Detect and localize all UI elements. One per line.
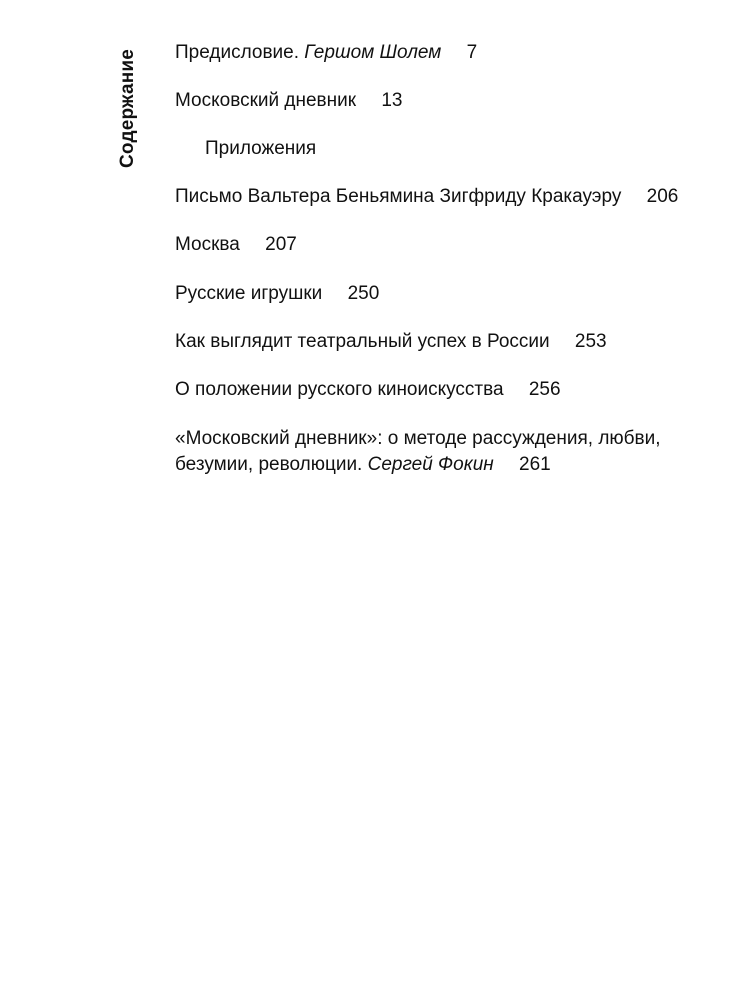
entry-title: Москва <box>175 234 240 255</box>
entry-title: Московский дневник <box>175 90 357 111</box>
toc-entry-russian-cinema <box>175 377 561 403</box>
entry-title: О положении русского киноискусства <box>175 379 504 400</box>
entry-page-number: 7 <box>466 42 478 63</box>
toc-entry-theatre-success <box>175 329 607 355</box>
entry-author: Гершом Шолем <box>304 42 442 63</box>
entry-author: Сергей Фокин <box>367 454 494 475</box>
entry-page-number: 207 <box>265 234 297 255</box>
toc-entry-letter <box>175 184 678 210</box>
entry-page-number: 253 <box>574 331 607 352</box>
entry-title: Русские игрушки <box>175 283 323 304</box>
entry-title: Как выглядит театральный успех в России <box>175 331 550 352</box>
entry-page-number: 256 <box>528 379 561 400</box>
entry-page-number: 206 <box>646 186 679 207</box>
toc-entry-moscow-diary <box>175 88 402 114</box>
entry-title: Письмо Вальтера Беньямина Зигфриду Кракауэру <box>175 186 622 207</box>
entry-title: Предисловие. <box>175 42 299 63</box>
entry-page-number: 13 <box>381 90 403 111</box>
toc-section-appendices <box>205 136 316 162</box>
toc-entry-afterword <box>175 426 695 478</box>
toc-heading-vertical: Содержание <box>117 48 138 168</box>
entry-title-line2: безумии, революции. <box>175 454 363 475</box>
entry-page-number: 250 <box>347 283 380 304</box>
toc-entry-moscow <box>175 232 297 258</box>
entry-page-number: 261 <box>519 454 551 475</box>
toc-entry-russian-toys <box>175 281 379 307</box>
section-heading: Приложения <box>205 138 317 159</box>
entry-title-line1: «Московский дневник»: о методе рассуждения, любви, <box>175 428 661 449</box>
toc-entry-preface <box>175 40 477 66</box>
